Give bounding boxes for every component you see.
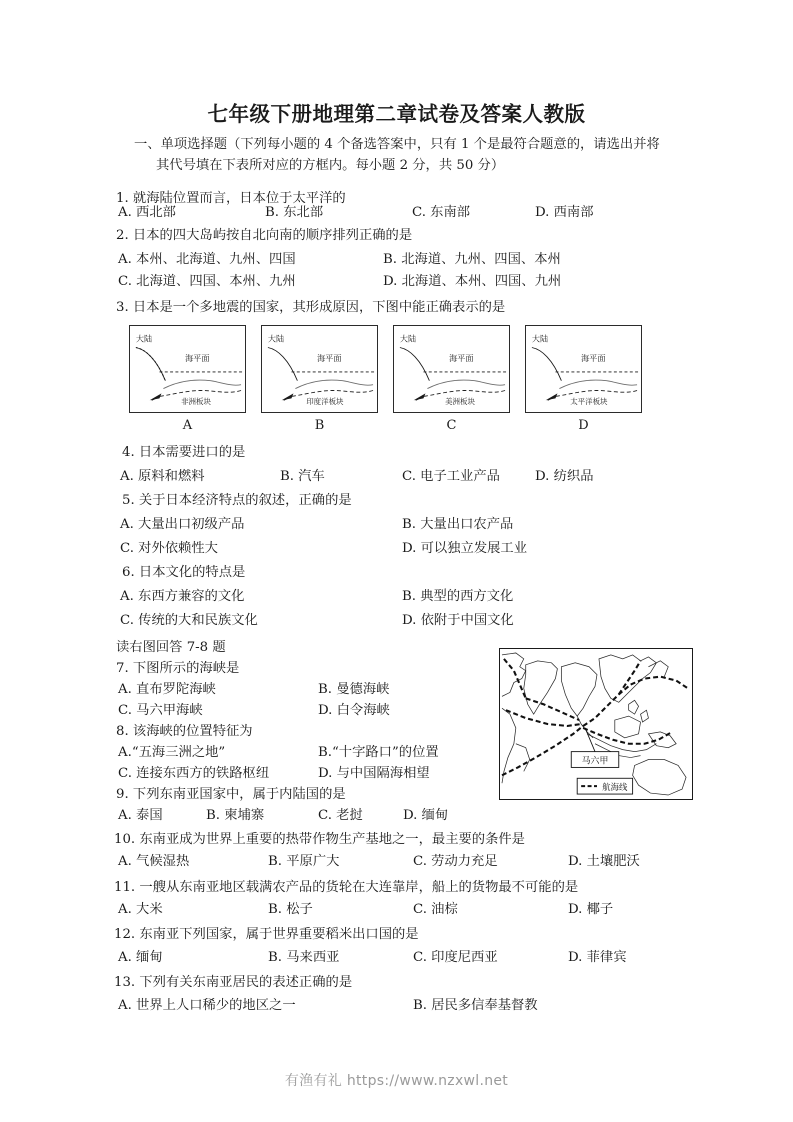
question-9-stem: 9. 下列东南亚国家中，属于内陆国的是 [116,787,346,802]
question-8-option-b[interactable]: B.“十字路口”的位置 [318,745,439,760]
question-13-options [118,996,688,1016]
question-2-option-d[interactable]: D. 北海道、本州、四国、九州 [383,274,562,289]
section-intro-line-2: 其代号填在下表所对应的方框内。每小题 2 分，共 50 分） [156,158,505,173]
plate-diagram-d-plate-label: 太平洋板块 [570,397,608,407]
question-7-option-b[interactable]: B. 曼德海峡 [318,682,390,697]
question-1-option-a[interactable]: A. 西北部 [118,205,176,220]
plate-diagram-caption-c: C [446,418,457,433]
plate-diagram-a-sealevel-label: 海平面 [185,353,210,364]
question-7-option-d[interactable]: D. 白令海峡 [318,703,390,718]
plate-diagram-b-continent-label: 大陆 [267,333,285,344]
question-10-option-b[interactable]: B. 平原广大 [268,854,340,869]
question-1-option-c[interactable]: C. 东南部 [412,205,471,220]
question-12-stem: 12. 东南亚下列国家，属于世界重要稻米出口国的是 [114,927,419,942]
question-12-option-a[interactable]: A. 缅甸 [118,950,163,965]
question-9-option-c[interactable]: C. 老挝 [318,808,363,823]
plate-diagram-caption-b: B [314,418,325,433]
question-13-option-a[interactable]: A. 世界上人口稀少的地区之一 [118,998,296,1013]
question-5-stem: 5. 关于日本经济特点的叙述，正确的是 [122,493,352,508]
question-9-options [118,806,688,826]
reading-instruction: 读右图回答 7-8 题 [116,640,226,655]
question-6-stem: 6. 日本文化的特点是 [122,565,246,580]
question-10-option-a[interactable]: A. 气候湿热 [118,854,190,869]
plate-diagram-c-plate-label: 美洲板块 [445,397,475,407]
plate-diagram-c[interactable] [393,325,510,413]
plate-diagram-b-sealevel-label: 海平面 [317,353,342,364]
question-10-options [118,852,688,872]
plate-diagram-d-sealevel-label: 海平面 [581,353,606,364]
question-11-stem: 11. 一艘从东南亚地区载满农产品的货轮在大连靠岸，船上的货物最不可能的是 [114,880,579,895]
question-8-option-a[interactable]: A.“五海三洲之地” [118,745,226,760]
question-3-stem: 3. 日本是一个多地震的国家，其形成原因，下图中能正确表示的是 [116,300,506,315]
question-5-options-row-1 [120,515,690,535]
question-8-option-d[interactable]: D. 与中国隔海相望 [318,766,430,781]
question-1-options [118,203,688,223]
plate-diagram-d-continent-label: 大陆 [531,333,549,344]
question-1-option-d[interactable]: D. 西南部 [535,205,594,220]
question-12-option-b[interactable]: B. 马来西亚 [268,950,340,965]
map-legend-label: 航海线 [602,782,628,793]
question-2-option-b[interactable]: B. 北海道、九州、四国、本州 [383,252,561,267]
question-6-option-a[interactable]: A. 东西方兼容的文化 [120,589,245,604]
question-4-option-a[interactable]: A. 原料和燃料 [120,469,205,484]
question-7-option-c[interactable]: C. 马六甲海峡 [118,703,203,718]
question-13-stem: 13. 下列有关东南亚居民的表述正确的是 [114,975,353,990]
question-11-option-c[interactable]: C. 油棕 [413,902,458,917]
question-7-option-a[interactable]: A. 直布罗陀海峡 [118,682,216,697]
question-13-option-b[interactable]: B. 居民多信奉基督教 [413,998,538,1013]
question-4-option-d[interactable]: D. 纺织品 [535,469,594,484]
question-11-option-d[interactable]: D. 椰子 [568,902,614,917]
question-12-option-c[interactable]: C. 印度尼西亚 [413,950,498,965]
question-11-option-b[interactable]: B. 松子 [268,902,313,917]
question-10-option-c[interactable]: C. 劳动力充足 [413,854,498,869]
section-intro-line-1: 一、单项选择题（下列每小题的 4 个备选答案中，只有 1 个是最符合题意的，请选出并将 [134,137,660,152]
section-intro [118,134,678,176]
map-callout-label: 马六甲 [581,756,609,767]
plate-diagram-d[interactable] [525,325,642,413]
page-title: 七年级下册地理第二章试卷及答案人教版 [207,102,586,126]
question-4-option-b[interactable]: B. 汽车 [280,469,325,484]
question-7-stem: 7. 下图所示的海峡是 [116,661,240,676]
question-10-option-d[interactable]: D. 土壤肥沃 [568,854,640,869]
plate-diagram-c-sealevel-label: 海平面 [449,353,474,364]
question-8-option-c[interactable]: C. 连接东西方的铁路枢纽 [118,766,270,781]
question-1-option-b[interactable]: B. 东北部 [265,205,324,220]
question-8-stem: 8. 该海峡的位置特征为 [116,724,253,739]
question-4-option-c[interactable]: C. 电子工业产品 [402,469,500,484]
question-2-options-row-1 [118,250,688,270]
question-9-option-d[interactable]: D. 缅甸 [403,808,449,823]
question-4-options [120,467,690,487]
question-5-option-a[interactable]: A. 大量出口初级产品 [120,517,245,532]
question-12-option-d[interactable]: D. 菲律宾 [568,950,627,965]
question-10-stem: 10. 东南亚成为世界上重要的热带作物生产基地之一，最主要的条件是 [114,832,525,847]
question-2-option-a[interactable]: A. 本州、北海道、九州、四国 [118,252,296,267]
question-4-stem: 4. 日本需要进口的是 [122,445,246,460]
plate-diagram-c-continent-label: 大陆 [399,333,417,344]
plate-diagram-a[interactable] [129,325,246,413]
plate-diagram-caption-d: D [578,418,589,433]
footer-watermark: 有渔有礼 https://www.nzxwl.net [284,1073,509,1089]
southeast-asia-map-figure[interactable] [499,648,693,800]
question-5-option-c[interactable]: C. 对外依赖性大 [120,541,218,556]
plate-diagram-a-plate-label: 非洲板块 [181,397,211,407]
question-9-option-b[interactable]: B. 柬埔寨 [206,808,265,823]
question-2-stem: 2. 日本的四大岛屿按自北向南的顺序排列正确的是 [116,228,413,243]
question-6-option-d[interactable]: D. 依附于中国文化 [402,613,514,628]
plate-diagram-a-continent-label: 大陆 [135,333,153,344]
question-12-options [118,948,688,968]
question-5-option-b[interactable]: B. 大量出口农产品 [402,517,514,532]
plate-diagram-b-plate-label: 印度洋板块 [306,397,344,407]
question-9-option-a[interactable]: A. 泰国 [118,808,163,823]
question-2-options-row-2 [118,272,688,292]
question-5-options-row-2 [120,539,690,559]
question-6-option-c[interactable]: C. 传统的大和民族文化 [120,613,258,628]
plate-diagram-b[interactable] [261,325,378,413]
question-2-option-c[interactable]: C. 北海道、四国、本州、九州 [118,274,296,289]
question-6-options-row-1 [120,587,690,607]
question-11-option-a[interactable]: A. 大米 [118,902,163,917]
question-11-options [118,900,688,920]
question-1-stem: 1. 就海陆位置而言，日本位于太平洋的 [116,191,346,206]
plate-diagram-caption-a: A [182,418,193,433]
question-5-option-d[interactable]: D. 可以独立发展工业 [402,541,528,556]
question-6-options-row-2 [120,611,690,631]
question-6-option-b[interactable]: B. 典型的西方文化 [402,589,514,604]
